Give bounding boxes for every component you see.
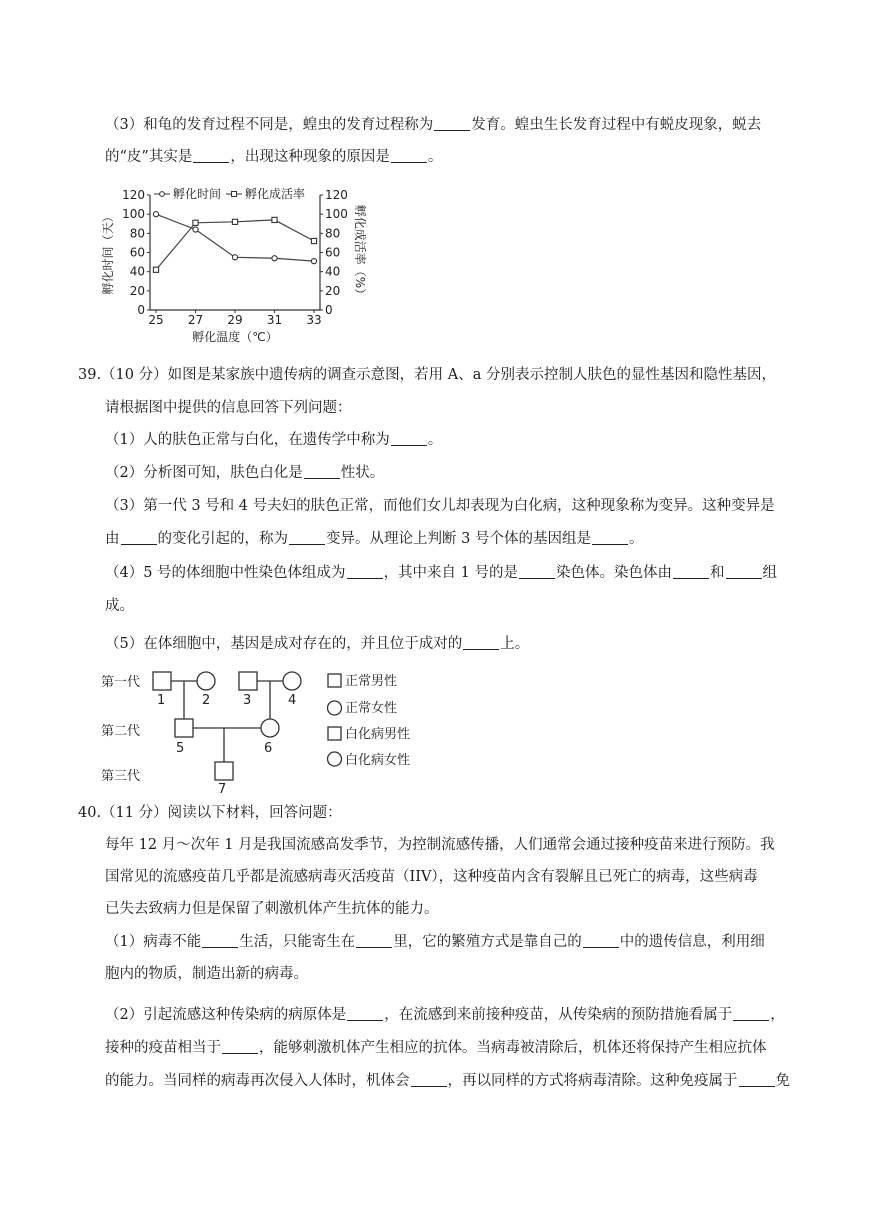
individual-4-label: 4 bbox=[288, 693, 297, 708]
text-segment: （5）在体细胞中，基因是成对存在的，并且位于成对的 bbox=[105, 636, 463, 652]
individual-1-symbol bbox=[153, 672, 171, 690]
answer-blank bbox=[733, 1006, 769, 1021]
text-line bbox=[105, 835, 775, 855]
series-line-1 bbox=[156, 220, 314, 270]
text-segment: ，出现这种现象的原因是 bbox=[230, 149, 390, 165]
text-line bbox=[78, 803, 342, 823]
survival-rate-point bbox=[193, 220, 198, 225]
answer-blank bbox=[391, 148, 427, 163]
text-line bbox=[105, 398, 352, 418]
text-segment: ，能够刺激机体产生相应的抗体。当病毒被清除后，机体还将保持产生相应抗体 bbox=[259, 1040, 767, 1056]
legend-normal-male: 正常男性 bbox=[345, 674, 398, 689]
y2-tick-label: 40 bbox=[325, 264, 341, 279]
text-line bbox=[105, 563, 777, 583]
individual-7-label: 7 bbox=[218, 782, 227, 796]
text-segment: ，再以同样的方式将病毒清除。这种免疫属于 bbox=[447, 1073, 738, 1089]
text-segment: ， bbox=[770, 1007, 785, 1023]
text-line bbox=[105, 634, 529, 654]
text-segment: （3）和龟的发育过程不同是，蝗虫的发育过程称为 bbox=[105, 117, 434, 133]
legend-albino-male: 白化病男性 bbox=[345, 727, 411, 742]
individual-6-symbol bbox=[261, 719, 279, 737]
text-segment: ，在流感到来前接种疫苗，从传染病的预防措施看属于 bbox=[384, 1007, 733, 1023]
y2-tick-label: 80 bbox=[325, 226, 341, 241]
answer-blank bbox=[739, 1072, 775, 1087]
legend-albino-female: 白化病女性 bbox=[345, 753, 411, 768]
text-segment: （1）病毒不能 bbox=[105, 934, 202, 950]
text-segment: 成。 bbox=[105, 598, 134, 614]
text-line bbox=[105, 1071, 790, 1091]
answer-blank bbox=[391, 431, 427, 446]
text-line bbox=[105, 529, 643, 549]
individual-5-label: 5 bbox=[176, 741, 185, 756]
legend-albino-female-icon bbox=[328, 752, 342, 766]
answer-blank bbox=[193, 148, 229, 163]
individual-6-label: 6 bbox=[264, 741, 273, 756]
text-segment: （2）分析图可知，肤色白化是 bbox=[105, 465, 303, 481]
text-segment: 已失去致病力但是保留了刺激机体产生抗体的能力。 bbox=[105, 901, 439, 917]
text-segment: 。 bbox=[427, 149, 443, 165]
answer-blank bbox=[304, 464, 340, 479]
hatch-time-point bbox=[153, 212, 158, 217]
hatch-time-point bbox=[311, 259, 316, 264]
answer-blank bbox=[726, 564, 762, 579]
generation-label-2: 第二代 bbox=[101, 724, 141, 739]
x-axis-title: 孵化温度（℃） bbox=[192, 330, 278, 344]
individual-5-symbol bbox=[175, 719, 193, 737]
y-axis-title: 孵化时间（天） bbox=[101, 210, 115, 295]
text-segment: 39.（10 分）如图是某家族中遗传病的调查示意图，若用 A、a 分别表示控制人肤色的显性基因和隐性基因， bbox=[78, 367, 776, 383]
y2-axis-title: 孵化成活率（%） bbox=[353, 204, 367, 301]
generation-label-1: 第一代 bbox=[101, 675, 141, 690]
hatch-time-point bbox=[193, 227, 198, 232]
legend-normal-male-icon bbox=[328, 674, 341, 687]
text-segment: 国常见的流感疫苗几乎都是流感病毒灭活疫苗（IIV），这种疫苗内含有裂解且已死亡的病毒，这些病毒 bbox=[105, 869, 758, 885]
text-line bbox=[105, 899, 439, 919]
answer-blank bbox=[202, 933, 238, 948]
legend-marker-1 bbox=[232, 192, 237, 197]
hatching-chart-svg bbox=[98, 185, 368, 345]
text-segment: 发育。蝗虫生长发育过程中有蜕皮现象，蜕去 bbox=[471, 117, 762, 133]
survival-rate-point bbox=[232, 219, 237, 224]
text-line bbox=[105, 430, 442, 450]
text-segment: 每年 12 月～次年 1 月是我国流感高发季节，为控制流感传播，人们通常会通过接种疫苗来进行预防。我 bbox=[105, 837, 775, 853]
y-tick-label: 20 bbox=[129, 283, 145, 298]
text-segment: 的变化引起的，称为 bbox=[157, 531, 288, 547]
text-segment: 请根据图中提供的信息回答下列问题： bbox=[105, 400, 352, 416]
text-segment: （2）引起流感这种传染病的病原体是 bbox=[105, 1007, 347, 1023]
x-tick-label: 31 bbox=[266, 313, 283, 327]
text-line bbox=[105, 496, 775, 516]
hatch-time-point bbox=[232, 255, 237, 260]
text-segment: 里，它的繁殖方式是靠自己的 bbox=[393, 934, 582, 950]
text-segment: ，其中来自 1 号的是 bbox=[383, 565, 519, 581]
text-segment: 组 bbox=[762, 565, 778, 581]
answer-blank bbox=[411, 1072, 447, 1087]
legend-albino-male-icon bbox=[328, 727, 341, 740]
legend-normal-female-icon bbox=[328, 701, 342, 715]
text-segment: 中的遗传信息，利用细 bbox=[619, 934, 765, 950]
pedigree-diagram bbox=[98, 666, 428, 796]
individual-2-label: 2 bbox=[202, 693, 211, 708]
legend-label-1: 孵化成活率 bbox=[245, 187, 306, 201]
legend-marker-0 bbox=[160, 192, 165, 197]
text-segment: 免 bbox=[775, 1073, 790, 1089]
individual-2-symbol bbox=[197, 672, 215, 690]
hatch-time-point bbox=[272, 256, 277, 261]
answer-blank bbox=[289, 530, 325, 545]
text-line bbox=[105, 147, 442, 167]
text-segment: 由 bbox=[105, 531, 120, 547]
individual-4-symbol bbox=[283, 672, 301, 690]
text-segment: 上。 bbox=[500, 636, 530, 652]
answer-blank bbox=[347, 564, 383, 579]
answer-blank bbox=[673, 564, 709, 579]
y2-tick-label: 20 bbox=[325, 283, 341, 298]
y2-tick-label: 120 bbox=[325, 188, 348, 202]
y-tick-label: 0 bbox=[137, 303, 145, 317]
survival-rate-point bbox=[272, 217, 277, 222]
y2-tick-label: 60 bbox=[325, 245, 341, 260]
text-segment: 染色体。染色体由 bbox=[556, 565, 673, 581]
text-line bbox=[105, 596, 134, 616]
individual-1-label: 1 bbox=[157, 693, 166, 708]
answer-blank bbox=[356, 933, 392, 948]
y2-tick-label: 100 bbox=[325, 207, 348, 222]
answer-blank bbox=[222, 1039, 258, 1054]
text-segment: 生活，只能寄生在 bbox=[239, 934, 356, 950]
text-segment: 和 bbox=[710, 565, 725, 581]
answer-blank bbox=[519, 564, 555, 579]
text-segment: 变异。从理论上判断 3 号个体的基因组是 bbox=[326, 531, 591, 547]
generation-label-3: 第三代 bbox=[101, 769, 141, 784]
text-segment: （1）人的肤色正常与白化，在遗传学中称为 bbox=[105, 432, 390, 448]
answer-blank bbox=[434, 116, 470, 131]
answer-blank bbox=[463, 635, 499, 650]
individual-3-label: 3 bbox=[243, 693, 252, 708]
text-segment: 40.（11 分）阅读以下材料，回答问题： bbox=[78, 805, 342, 821]
text-segment: 。 bbox=[427, 432, 443, 448]
text-line bbox=[105, 1005, 785, 1025]
individual-3-symbol bbox=[239, 672, 257, 690]
x-tick-label: 27 bbox=[187, 313, 204, 327]
text-line bbox=[105, 463, 384, 483]
y-tick-label: 40 bbox=[129, 264, 145, 279]
answer-blank bbox=[121, 530, 157, 545]
answer-blank bbox=[583, 933, 619, 948]
legend-normal-female: 正常女性 bbox=[345, 701, 398, 716]
individual-7-symbol bbox=[215, 762, 233, 780]
text-segment: 的“皮”其实是 bbox=[105, 149, 193, 165]
answer-blank bbox=[347, 1006, 383, 1021]
y-tick-label: 60 bbox=[129, 245, 145, 260]
text-line bbox=[78, 365, 776, 385]
answer-blank bbox=[592, 530, 628, 545]
hatching-chart bbox=[98, 185, 368, 345]
text-segment: 。 bbox=[628, 531, 644, 547]
y-tick-label: 100 bbox=[122, 207, 145, 222]
text-segment: 性状。 bbox=[340, 465, 385, 481]
y-tick-label: 120 bbox=[122, 188, 145, 202]
text-line bbox=[105, 932, 765, 952]
text-segment: 接种的疫苗相当于 bbox=[105, 1040, 221, 1056]
x-tick-label: 33 bbox=[306, 313, 322, 327]
text-segment: （4）5 号的体细胞中性染色体组成为 bbox=[105, 565, 346, 581]
y-tick-label: 80 bbox=[129, 226, 145, 241]
survival-rate-point bbox=[311, 238, 316, 243]
pedigree-svg bbox=[98, 666, 428, 796]
x-tick-label: 29 bbox=[227, 313, 243, 327]
text-line bbox=[105, 1038, 767, 1058]
y2-tick-label: 0 bbox=[325, 303, 333, 317]
text-segment: （3）第一代 3 号和 4 号夫妇的肤色正常，而他们女儿却表现为白化病，这种现象称为变异。这种变异是 bbox=[105, 498, 775, 514]
text-line bbox=[105, 867, 758, 887]
text-line bbox=[105, 964, 308, 984]
legend-label-0: 孵化时间 bbox=[173, 187, 222, 201]
x-tick-label: 25 bbox=[148, 313, 164, 327]
text-line bbox=[105, 115, 761, 135]
text-segment: 的能力。当同样的病毒再次侵入人体时，机体会 bbox=[105, 1073, 410, 1089]
text-segment: 胞内的物质，制造出新的病毒。 bbox=[105, 966, 308, 982]
survival-rate-point bbox=[153, 267, 158, 272]
